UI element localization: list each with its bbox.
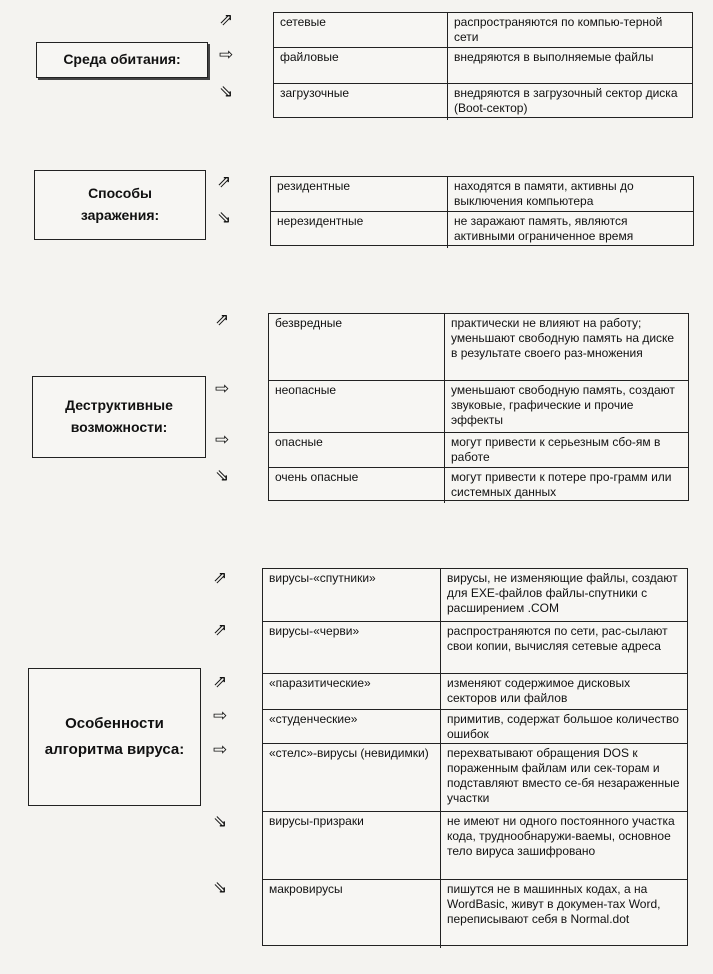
table-row xyxy=(263,569,687,621)
type-cell: безвредные xyxy=(275,316,343,330)
infection-table xyxy=(270,176,694,246)
arrow-right-icon: ⇨ xyxy=(213,706,228,726)
algorithm-table xyxy=(262,568,688,946)
type-cell: неопасные xyxy=(275,383,337,397)
table-row xyxy=(269,380,688,433)
desc-cell: могут привести к серьезным сбо-ям в работе xyxy=(444,433,688,468)
arrow-right-icon: ⇨ xyxy=(219,45,234,65)
desc-cell: распространяются по сети, рас-сылают свои копии, вычисляя сетевые адреса xyxy=(440,622,687,674)
type-cell: макровирусы xyxy=(269,882,343,896)
desc-cell: находятся в памяти, активны до выключения компьютера xyxy=(447,177,693,211)
table-row xyxy=(269,314,688,380)
desc-cell: не имеют ни одного постоянного участка кода, труднообнаружи-ваемы, основное тело вируса зашифровано xyxy=(440,812,687,880)
arrow-down-right-icon: ⇘ xyxy=(217,208,232,228)
type-cell: загрузочные xyxy=(280,86,350,100)
desc-cell: распространяются по компью-терной сети xyxy=(447,13,692,47)
type-cell: опасные xyxy=(275,435,323,449)
destructive-label-text: Деструктивные возможности: xyxy=(65,397,173,435)
desc-cell: перехватывают обращения DOS к пораженным файлам или сек-торам и подставляют вместо се-бя незараженные участки xyxy=(440,744,687,812)
arrow-up-right-icon: ⇗ xyxy=(219,10,234,30)
table-row xyxy=(269,432,688,468)
type-cell: вирусы-призраки xyxy=(269,814,364,828)
algorithm-label-text: Особенности алгоритма вируса: xyxy=(44,714,185,758)
habitat-table xyxy=(273,12,693,118)
desc-cell: могут привести к потере про-грамм или системных данных xyxy=(444,468,688,503)
infection-label-text: Способы заражения: xyxy=(80,185,160,223)
table-row xyxy=(263,743,687,812)
arrow-up-right-icon: ⇗ xyxy=(217,172,232,192)
table-row xyxy=(274,47,692,84)
habitat-label xyxy=(36,42,208,78)
type-cell: файловые xyxy=(280,50,339,64)
table-row xyxy=(263,879,687,948)
type-cell: «студенческие» xyxy=(269,712,358,726)
table-row xyxy=(274,13,692,47)
table-row xyxy=(274,83,692,120)
table-row xyxy=(263,709,687,744)
arrow-down-right-icon: ⇘ xyxy=(213,878,228,898)
desc-cell: внедряются в загрузочный сектор диска (Boot-сектор) xyxy=(447,84,692,120)
arrow-right-icon: ⇨ xyxy=(213,740,228,760)
type-cell: нерезидентные xyxy=(277,214,364,228)
destructive-table xyxy=(268,313,689,501)
arrow-up-right-icon: ⇗ xyxy=(215,310,230,330)
type-cell: вирусы-«черви» xyxy=(269,624,360,638)
desc-cell: примитив, содержат большое количество ошибок xyxy=(440,710,687,744)
table-row xyxy=(263,673,687,710)
table-row xyxy=(263,811,687,880)
desc-cell: вирусы, не изменяющие файлы, создают для EXE-файлов файлы-спутники с расширением .COM xyxy=(440,569,687,621)
desc-cell: не заражают память, являются активными ограниченное время xyxy=(447,212,693,248)
algorithm-label xyxy=(28,668,201,806)
type-cell: очень опасные xyxy=(275,470,359,484)
table-row xyxy=(271,211,693,248)
arrow-right-icon: ⇨ xyxy=(215,379,230,399)
table-row xyxy=(263,621,687,674)
arrow-up-right-icon: ⇗ xyxy=(213,620,228,640)
arrow-right-icon: ⇨ xyxy=(215,430,230,450)
desc-cell: изменяют содержимое дисковых секторов или файлов xyxy=(440,674,687,710)
desc-cell: внедряются в выполняемые файлы xyxy=(447,48,692,84)
table-row xyxy=(269,467,688,503)
type-cell: «стелс»-вирусы (невидимки) xyxy=(269,746,429,760)
type-cell: «паразитические» xyxy=(269,676,371,690)
infection-label xyxy=(34,170,206,240)
arrow-down-right-icon: ⇘ xyxy=(213,812,228,832)
type-cell: сетевые xyxy=(280,15,326,29)
destructive-label xyxy=(32,376,206,458)
arrow-up-right-icon: ⇗ xyxy=(213,568,228,588)
type-cell: резидентные xyxy=(277,179,351,193)
arrow-down-right-icon: ⇘ xyxy=(215,466,230,486)
desc-cell: пишутся не в машинных кодах, а на WordBasic, живут в докумен-тах Word, переписывают себя в Normal.dot xyxy=(440,880,687,948)
habitat-label-text: Среда обитания: xyxy=(63,51,181,68)
type-cell: вирусы-«спутники» xyxy=(269,571,376,585)
arrow-up-right-icon: ⇗ xyxy=(213,672,228,692)
table-row xyxy=(271,177,693,211)
desc-cell: практически не влияют на работу; уменьшают свободную память на диске в результате своего раз-множения xyxy=(444,314,688,380)
arrow-down-right-icon: ⇘ xyxy=(219,82,234,102)
desc-cell: уменьшают свободную память, создают звуковые, графические и прочие эффекты xyxy=(444,381,688,433)
